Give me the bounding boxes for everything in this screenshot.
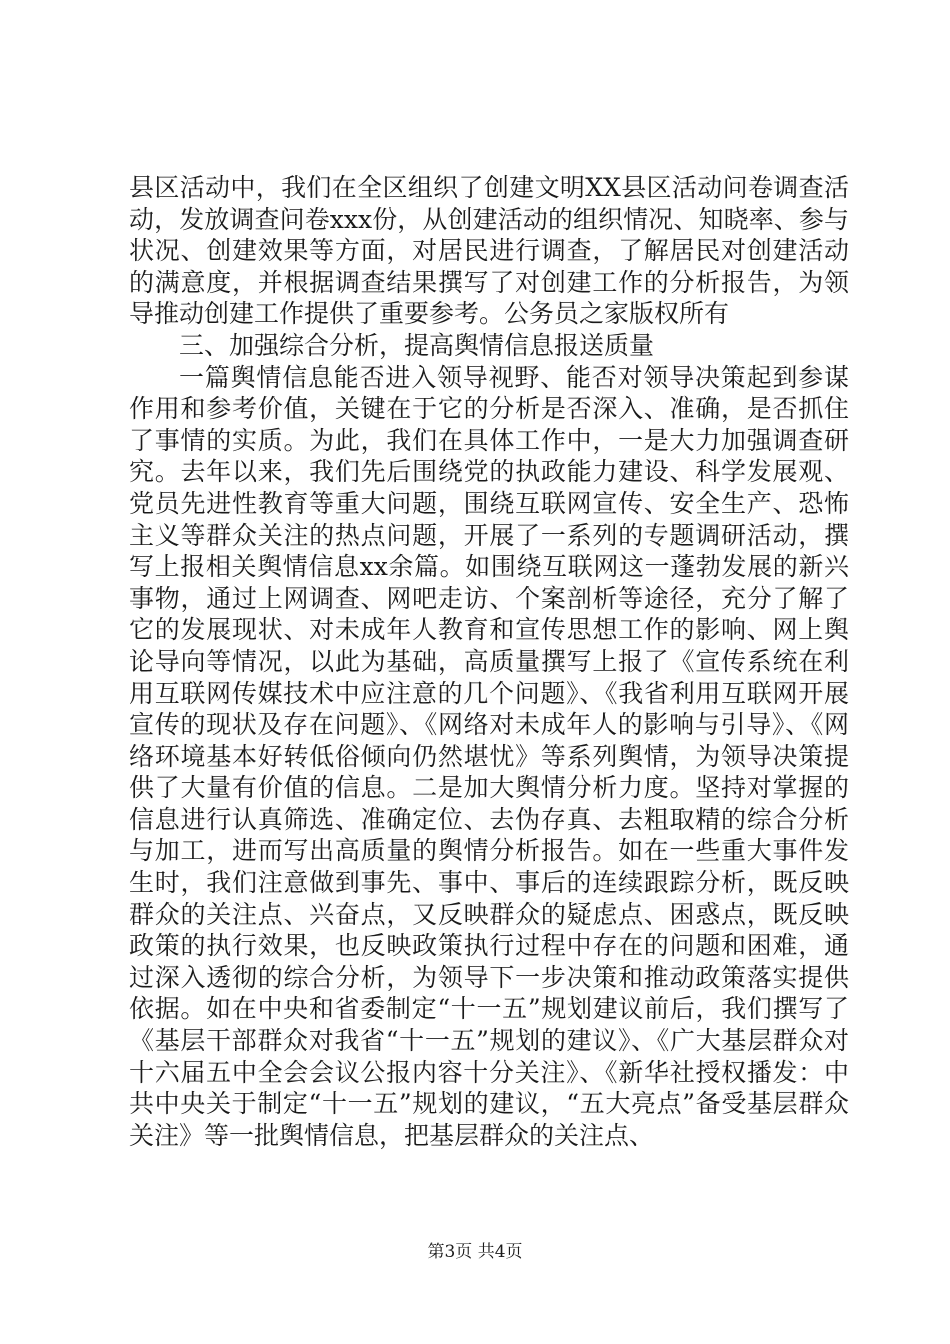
page-number-footer: 第3页 共4页 [427, 1242, 523, 1262]
section-heading: 三、加强综合分析，提高舆情信息报送质量 [179, 330, 655, 360]
paragraph-body: 一篇舆情信息能否进入领导视野、能否对领导决策起到参谋作用和参考价值，关键在于它的分析是否深入、准确，是否抓住了事情的实质。为此，我们在具体工作中，一是大力加强调查研究。去年以来，我们先后围绕党的执政能力建设、科学发展观、党员先进性教育等重大问题，围绕互联网宣传、安全生产、恐怖主义等群众关注的热点问题，开展了一系列的专题调研活动，撰写上报相关舆情信息xx余篇。如围绕互联网这一蓬勃发展的新兴事物，通过上网调查、网吧走访、个案剖析等途径，充分了解了它的发展现状、对未成年人教育和宣传思想工作的影响、网上舆论导向等情况，以此为基础，高质量撰写上报了《宣传系统在利用互联网传媒技术中应注意的几个问题》、《我省利用互联网开展宣传的现状及存在问题》、《网络对未成年人的影响与引导》、《网络环境基本好转低俗倾向仍然堪忧》等系列舆情，为领导决策提供了大量有价值的信息。二是加大舆情分析力度。坚持对掌握的信息进行认真筛选、准确定位、去伪存真、去粗取精的综合分析与加工，进而写出高质量的舆情分析报告。如在一些重大事件发生时，我们注意做到事先、事中、事后的连续跟踪分析，既反映群众的关注点、兴奋点，又反映群众的疑虑点、困惑点，既反映政策的执行效果，也反映政策执行过程中存在的问题和困难，通过深入透彻的综合分析，为领导下一步决策和推动政策落实提供依据。如在中央和省委制定“十一五”规划建议前后，我们撰写了《基层干部群众对我省“十一五”规划的建议》、《广大基层群众对十六届五中全会会议公报内容十分关注》、《新华社授权播发：中共中央关于制定“十一五”规划的建议，“五大亮点”备受基层群众关注》等一批舆情信息，把基层群众的关注点、 [129, 362, 849, 1150]
paragraph-continuation: 县区活动中，我们在全区组织了创建文明XX县区活动问卷调查活动，发放调查问卷xxx份，从创建活动的组织情况、知晓率、参与状况、创建效果等方面，对居民进行调查，了解居民对创建活动的满意度，并根据调查结果撰写了对创建工作的分析报告，为领导推动创建工作提供了重要参考。公务员之家版权所有 [129, 173, 849, 329]
document-body [129, 172, 849, 1151]
